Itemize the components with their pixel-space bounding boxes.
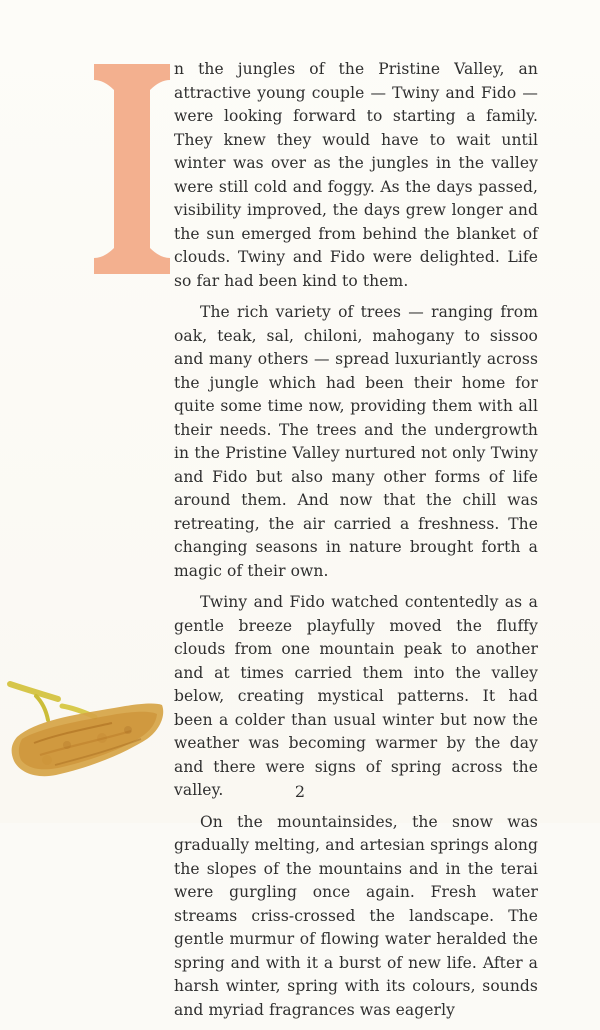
dropcap-letter-i bbox=[94, 64, 170, 274]
watercolor-stick-illustration bbox=[0, 672, 170, 782]
paragraph-2: The rich variety of trees — ranging from oak, teak, sal, chiloni, mahogany to sissoo and many others — spread luxuriantly across the jungle which had been their home for quite some time now, providing them with all their needs. The trees and the undergrowth in the Pristine Valley nurtured not only Twiny and Fido but also many other forms of life around them. And now that the chill was retreating, the air carried a freshness. The changing seasons in nature brought forth a magic of their own. bbox=[174, 303, 538, 580]
paragraph-4: On the mountainsides, the snow was gradually melting, and artesian springs along the slopes of the mountains and in the terai were gurgling once again. Fresh water streams criss-crossed the landscape. The gentle murmur of flowing water heralded the spring and with it a burst of new life. After a harsh winter, spring with its colours, sounds and myriad fragrances was eagerly bbox=[174, 812, 538, 1019]
page-number: 2 bbox=[294, 782, 306, 801]
paragraph-1: n the jungles of the Pristine Valley, an attractive young couple — Twiny and Fido — were looking forward to starting a family. They knew they would have to wait until winter was over as the jungles in the valley were still cold and foggy. As the days passed, visibility improved, the days grew longer and the sun emerged from behind the blanket of clouds. Twiny and Fido were delighted. Life so far had been kind to them. bbox=[174, 60, 538, 290]
paragraph-3: Twiny and Fido watched contentedly as a gentle breeze playfully moved the fluffy clouds from one mountain peak to another and at times carried them into the valley below, creating mystical patterns. It had been a colder than usual winter but now the weather was becoming warmer by the day and there were signs of spring across the valley. bbox=[174, 593, 538, 799]
story-text bbox=[174, 58, 538, 1030]
